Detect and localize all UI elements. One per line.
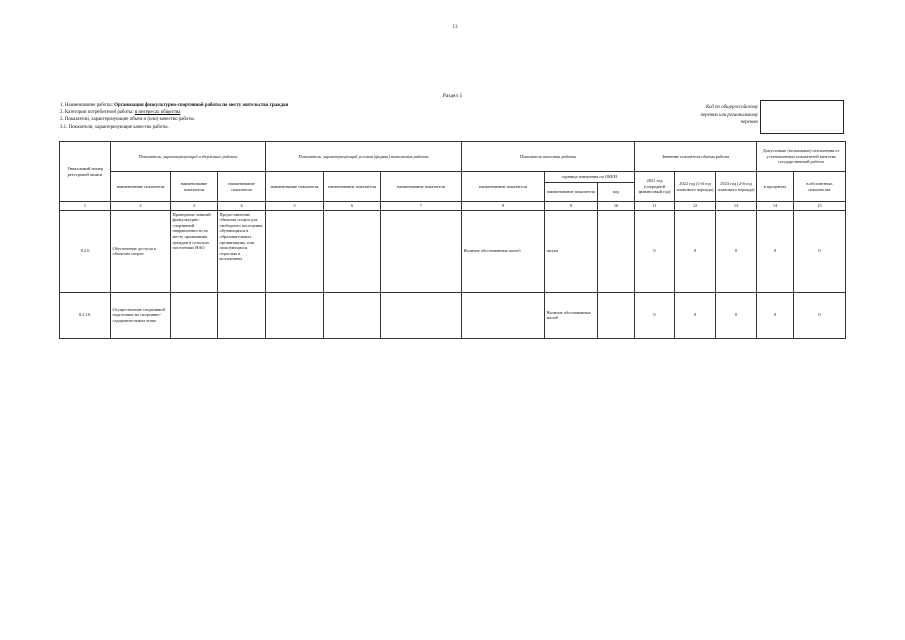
cell-quality-name bbox=[462, 292, 545, 338]
content-group-header: Показатель, характеризующий содержание работы bbox=[111, 142, 266, 172]
cell-content-1: Обеспечение доступа к объектам спорта bbox=[111, 210, 171, 292]
col-num-3: 3 bbox=[171, 202, 218, 211]
code-label bbox=[680, 104, 758, 127]
row-number: 8.2.6 bbox=[60, 210, 111, 292]
col-num-7: 7 bbox=[381, 202, 462, 211]
okei-code-header: код bbox=[598, 183, 635, 202]
header-row-1 bbox=[60, 142, 846, 172]
consumers-value: в интересах общества bbox=[134, 110, 181, 116]
col-4-header: наименование показателя bbox=[218, 172, 266, 202]
section-title: Раздел 5 bbox=[442, 93, 463, 99]
okei-name-header: наименование показателя bbox=[545, 183, 598, 202]
col-num-15: 15 bbox=[794, 202, 846, 211]
cell-value-2021: 0 bbox=[635, 210, 675, 292]
cell-content-2 bbox=[171, 292, 218, 338]
values-group-header: Значение показателя объема работы bbox=[635, 142, 757, 172]
consumers-line bbox=[60, 109, 288, 116]
quality-indicators-table bbox=[59, 141, 846, 339]
table-row bbox=[60, 210, 846, 292]
cell-quality-name: Наличие обоснованных жалоб bbox=[462, 210, 545, 292]
col-5-header: наименование показателя bbox=[266, 172, 324, 202]
cell-condition-1 bbox=[266, 210, 324, 292]
cell-condition-2 bbox=[324, 210, 381, 292]
col-num-5: 5 bbox=[266, 202, 324, 211]
cell-unit-name: Наличие обоснованных жалоб bbox=[545, 292, 598, 338]
col-num-14: 14 bbox=[757, 202, 794, 211]
cell-value-2021: 0 bbox=[635, 292, 675, 338]
cell-value-2023: 0 bbox=[716, 292, 757, 338]
col-num-11: 11 bbox=[635, 202, 675, 211]
row-number: 8.2.10. bbox=[60, 292, 111, 338]
cell-condition-3 bbox=[381, 292, 462, 338]
conditions-group-header: Показатель, характеризующий условия (формы) выполнения работы bbox=[266, 142, 462, 172]
cell-content-2: Проведение занятий физкультурно-спортивной направленности по месту проживания граждан в сельских поселениях НАО bbox=[171, 210, 218, 292]
code-label-line-2: перечню или региональному bbox=[700, 112, 758, 118]
col-num-2: 2 bbox=[111, 202, 171, 211]
table-row bbox=[60, 292, 846, 338]
cell-value-2022: 0 bbox=[675, 210, 716, 292]
quality-indicators-line: 3.1. Показатели, характеризующие качество работы. bbox=[60, 124, 169, 130]
page-number: 13 bbox=[452, 25, 458, 30]
cell-condition-1 bbox=[266, 292, 324, 338]
col-num-9: 9 bbox=[545, 202, 598, 211]
cell-content-1: Осуществление спортивной подготовки на спортивно-оздоровительном этапе bbox=[111, 292, 171, 338]
year-2021-header: 2021 год (очередной финансовый год) bbox=[635, 172, 675, 202]
column-number-row bbox=[60, 202, 846, 211]
code-label-line-1: Код по общероссийскому bbox=[705, 105, 758, 110]
cell-value-2023: 0 bbox=[716, 210, 757, 292]
deviations-group-header: Допустимые (возможные) отклонения от установленных показателей качества государственной работы bbox=[757, 142, 846, 172]
code-label-line-3: перечню bbox=[740, 120, 758, 126]
unique-number-header: Уникальный номер реестровой записи bbox=[60, 142, 111, 202]
work-description bbox=[60, 102, 288, 131]
col-3-header: наименование показателя bbox=[171, 172, 218, 202]
col-num-8: 8 bbox=[462, 202, 545, 211]
quality-group-header: Показатель качества работы bbox=[462, 142, 635, 172]
work-name-value: Организация физкультурно-спортивной работы по месту жительства граждан bbox=[114, 103, 289, 108]
col-6-header: наименование показателя bbox=[324, 172, 381, 202]
col-8-header: наименование показателя bbox=[462, 172, 545, 202]
cell-percent: 0 bbox=[757, 210, 794, 292]
cell-unit-name: штука bbox=[545, 210, 598, 292]
okei-unit-header: единица измерения по ОКЕИ bbox=[545, 172, 635, 183]
cell-unit-code bbox=[598, 210, 635, 292]
cell-unit-code bbox=[598, 292, 635, 338]
year-2022-header: 2022 год (1-й год планового периода) bbox=[675, 172, 716, 202]
col-num-10: 10 bbox=[598, 202, 635, 211]
indicators-line: 3. Показатели, характеризующие объем и (или) качество работы. bbox=[60, 117, 195, 123]
cell-value-2022: 0 bbox=[675, 292, 716, 338]
cell-content-3 bbox=[218, 292, 266, 338]
code-box bbox=[760, 100, 844, 134]
header-row-2 bbox=[60, 172, 846, 183]
col-num-4: 4 bbox=[218, 202, 266, 211]
col-7-header: наименование показателя bbox=[381, 172, 462, 202]
cell-content-3: Предоставление объектов спорта для свободного посещения обучающихся в образовательных организациях, или пользующихся отраслью в коллективах bbox=[218, 210, 266, 292]
cell-percent: 0 bbox=[757, 292, 794, 338]
col-num-12: 12 bbox=[675, 202, 716, 211]
col-num-13: 13 bbox=[716, 202, 757, 211]
consumers-label: 2. Категории потребителей работы: bbox=[60, 110, 135, 116]
absolute-header: в абсолютных показателях bbox=[794, 172, 846, 202]
cell-absolute: 0 bbox=[794, 292, 846, 338]
cell-absolute: 0 bbox=[794, 210, 846, 292]
year-2023-header: 2023 год (2-й год планового периода) bbox=[716, 172, 757, 202]
work-name-line bbox=[60, 102, 288, 109]
col-2-header: наименование показателя bbox=[111, 172, 171, 202]
cell-condition-3 bbox=[381, 210, 462, 292]
col-num-6: 6 bbox=[324, 202, 381, 211]
percent-header: в процентах bbox=[757, 172, 794, 202]
cell-condition-2 bbox=[324, 292, 381, 338]
work-name-label: 1. Наименование работы: bbox=[60, 103, 115, 108]
col-num-1: 1 bbox=[60, 202, 111, 211]
